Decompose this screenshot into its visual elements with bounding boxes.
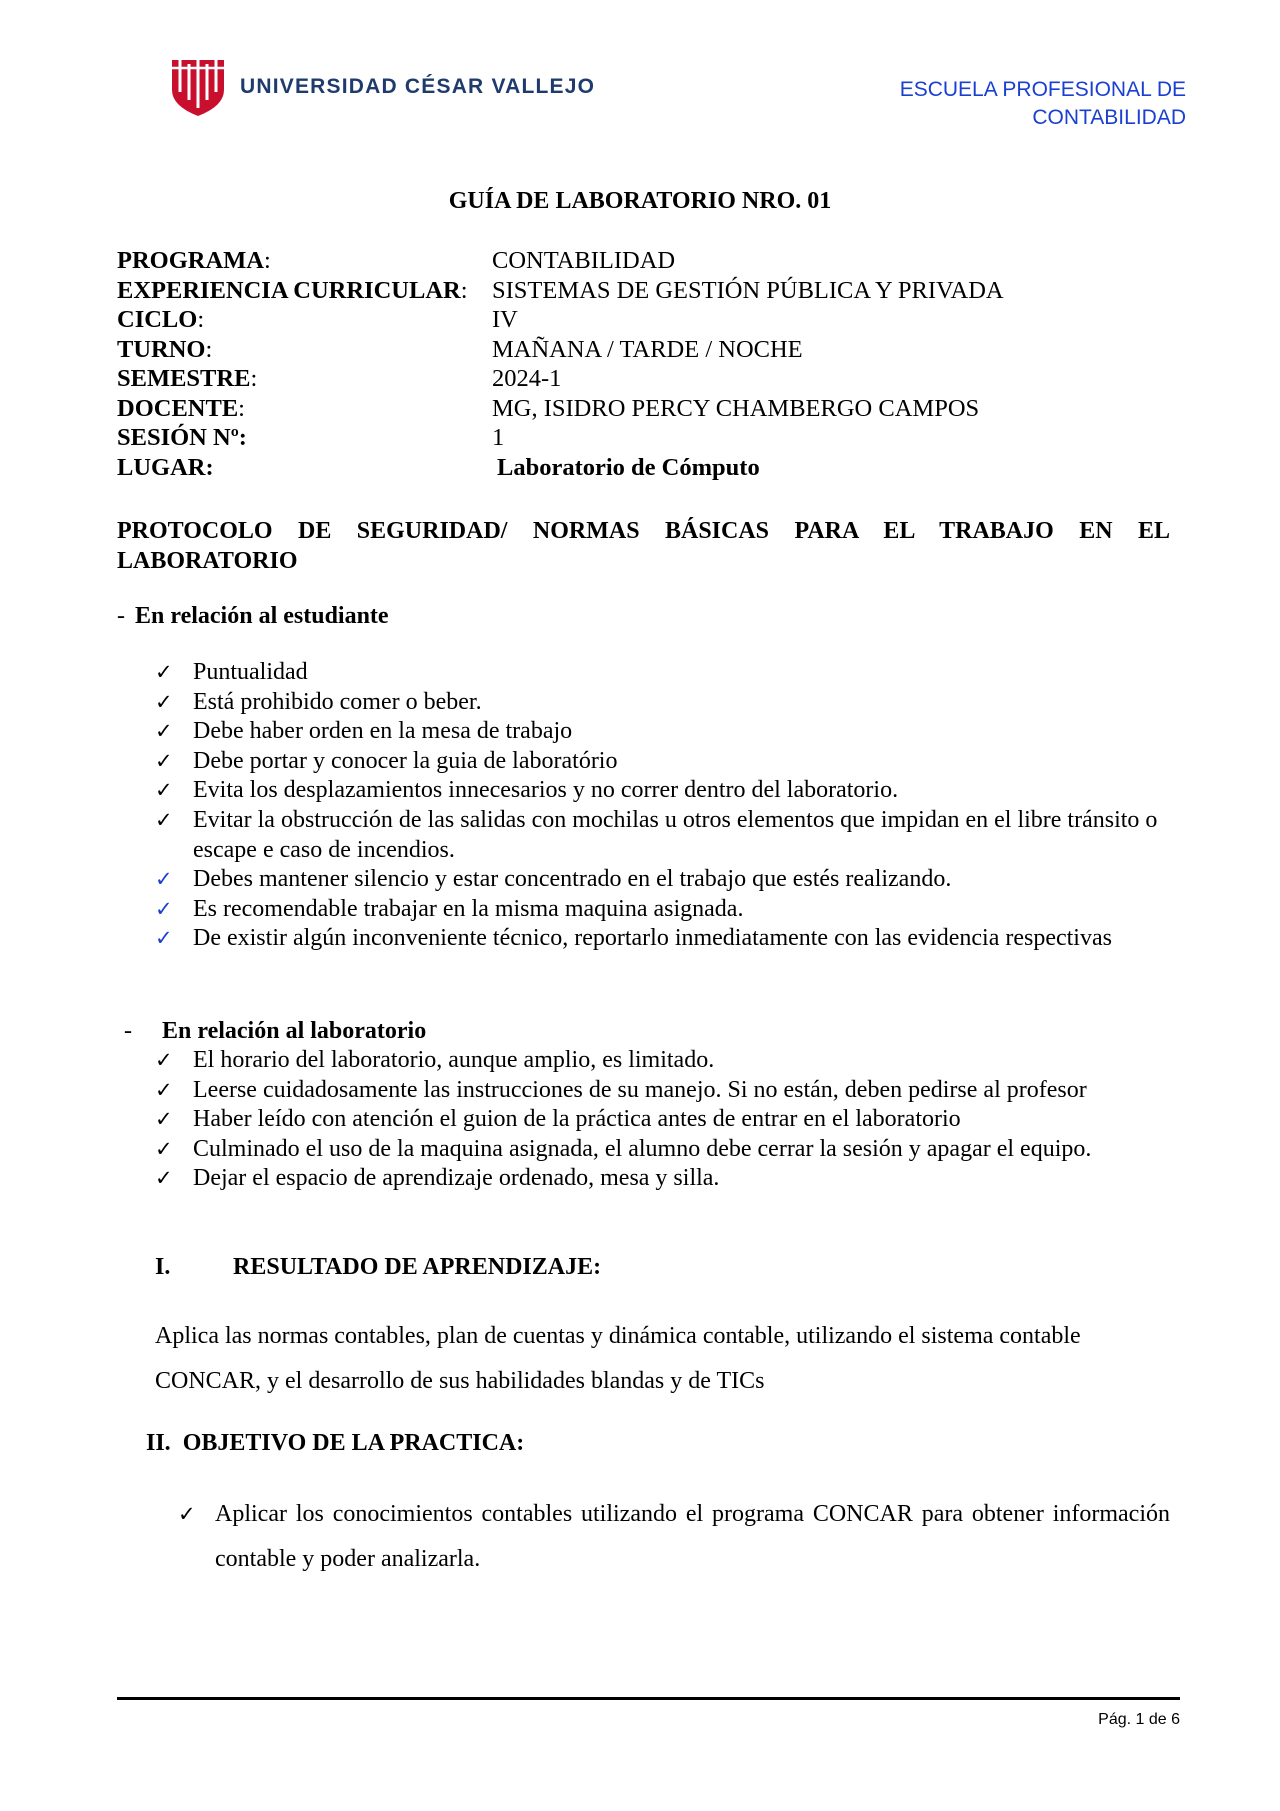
check-icon: ✓ xyxy=(155,1107,173,1132)
protocol-title: PROTOCOLO DE SEGURIDAD/ NORMAS BÁSICAS PARA EL TRABAJO EN EL LABORATORIO xyxy=(117,518,1170,574)
school-name: ESCUELA PROFESIONAL DE CONTABILIDAD xyxy=(899,78,1186,129)
info-row-lugar: LUGAR: Laboratorio de Cómputo xyxy=(117,453,760,481)
check-icon: ✓ xyxy=(155,1048,173,1072)
check-icon: ✓ xyxy=(155,1077,173,1102)
list-item: ✓ Está prohibido comer o beber. xyxy=(155,688,1175,718)
check-icon: ✓ xyxy=(155,867,173,892)
check-icon: ✓ xyxy=(155,926,173,951)
page-title: GUÍA DE LABORATORIO NRO. 01 xyxy=(448,188,832,214)
list-item: ✓ Debe haber orden en la mesa de trabajo xyxy=(155,717,1175,747)
check-icon: ✓ xyxy=(155,807,173,832)
list-item: ✓ Debes mantener silencio y estar concentrado en el trabajo que estés realizando. xyxy=(155,865,1175,895)
section-1-text: Aplica las normas contables, plan de cuentas y dinámica contable, utilizando el sistema contable CONCAR, y el desarrollo de sus habilidades blandas y de TICs xyxy=(155,1323,1081,1394)
section-2-heading: II. OBJETIVO DE LA PRACTICA: xyxy=(146,1430,525,1456)
check-icon: ✓ xyxy=(155,748,173,773)
footer-divider xyxy=(117,1697,1180,1700)
list-item: ✓ Dejar el espacio de aprendizaje ordenado, mesa y silla. xyxy=(155,1164,1175,1194)
check-icon: ✓ xyxy=(155,719,173,744)
info-row-experiencia: EXPERIENCIA CURRICULAR: SISTEMAS DE GESTIÓN PÚBLICA Y PRIVADA xyxy=(117,276,1004,304)
lab-section-heading: - En relación al laboratorio xyxy=(124,1018,427,1044)
info-row-ciclo: CICLO: IV xyxy=(117,306,518,333)
objectives-list xyxy=(178,1492,1170,1582)
check-icon: ✓ xyxy=(155,778,173,803)
info-row-semestre: SEMESTRE: 2024-1 xyxy=(117,365,562,392)
check-icon: ✓ xyxy=(155,660,173,684)
check-icon: ✓ xyxy=(155,896,173,921)
list-item: ✓ Evitar la obstrucción de las salidas con mochilas u otros elementos que impidan en el libre tránsito o escape e caso de incendios. xyxy=(155,806,1158,863)
student-section-heading: - En relación al estudiante xyxy=(117,603,389,629)
info-row-sesion: SESIÓN Nº: 1 xyxy=(117,424,505,451)
info-row-docente: DOCENTE: MG, ISIDRO PERCY CHAMBERGO CAMPOS xyxy=(117,394,980,422)
check-icon: ✓ xyxy=(178,1502,196,1526)
list-item: ✓ De existir algún inconveniente técnico, reportarlo inmediatamente con las evidencia respectivas xyxy=(155,924,1175,954)
list-item: ✓ Haber leído con atención el guion de la práctica antes de entrar en el laboratorio xyxy=(155,1105,1175,1135)
list-item: ✓ Evita los desplazamientos innecesarios y no correr dentro del laboratorio. xyxy=(155,776,1175,806)
section-1-heading: I. RESULTADO DE APRENDIZAJE: xyxy=(155,1254,602,1280)
university-name: UNIVERSIDAD CÉSAR VALLEJO xyxy=(240,75,596,98)
list-item: ✓ Culminado el uso de la maquina asignada, el alumno debe cerrar la sesión y apagar el equipo. xyxy=(155,1135,1175,1165)
check-icon: ✓ xyxy=(155,1136,173,1161)
university-logo xyxy=(170,56,595,118)
info-row-turno: TURNO: MAÑANA / TARDE / NOCHE xyxy=(117,335,803,363)
list-item: ✓ Puntualidad xyxy=(155,658,1175,688)
shield-logo-icon xyxy=(170,56,226,118)
list-item: ✓ Debe portar y conocer la guia de laboratório xyxy=(155,747,1175,777)
check-icon: ✓ xyxy=(155,1166,173,1191)
check-icon: ✓ xyxy=(155,689,173,714)
course-info xyxy=(117,246,1004,482)
list-item: ✓ Es recomendable trabajar en la misma maquina asignada. xyxy=(155,895,1175,925)
list-item: ✓ Aplicar los conocimientos contables utilizando el programa CONCAR para obtener información contable y poder analizarla. xyxy=(178,1492,1170,1582)
info-row-programa: PROGRAMA: CONTABILIDAD xyxy=(117,247,676,274)
student-rules-list xyxy=(155,658,1175,954)
list-item: ✓ El horario del laboratorio, aunque amplio, es limitado. xyxy=(155,1046,1175,1076)
page-number: Pág. 1 de 6 xyxy=(1098,1711,1180,1728)
list-item: ✓ Leerse cuidadosamente las instrucciones de su manejo. Si no están, deben pedirse al profesor xyxy=(155,1076,1175,1106)
lab-rules-list xyxy=(155,1046,1175,1194)
